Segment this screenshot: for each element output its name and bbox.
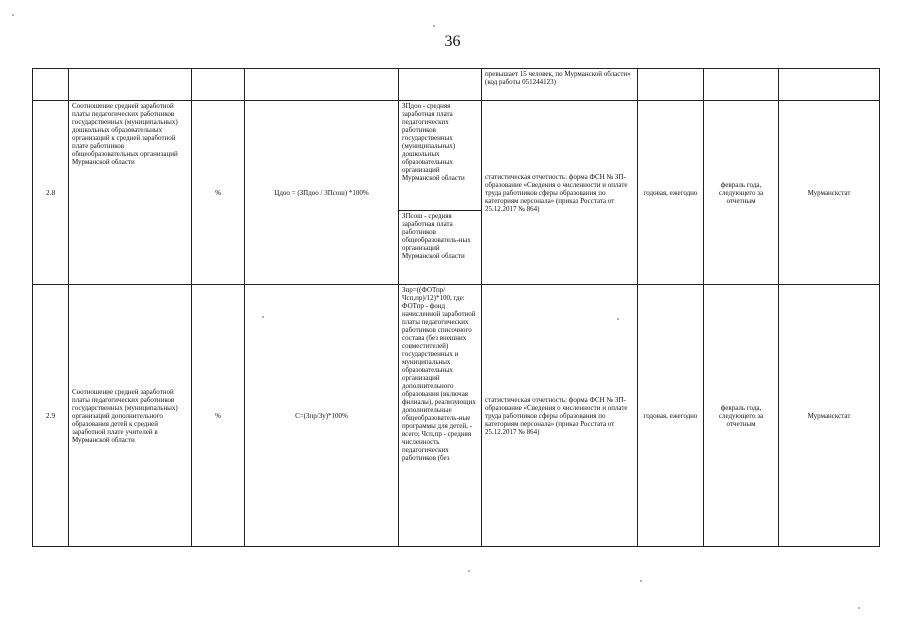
cell-responsible <box>779 69 880 101</box>
cell-variables <box>399 69 482 101</box>
cell-formula <box>245 69 399 101</box>
responsible-cell: Мурманскстат <box>779 285 880 547</box>
cell-periodicity <box>638 69 704 101</box>
indicators-table <box>32 68 880 547</box>
data-source: статистическая отчетность: форма ФСН № ЗП-образование «Сведения о численности и оплате труда работников сферы образования по категориям персонала» (приказ Росстата от 25.12.2017 № 864) <box>482 285 638 547</box>
scan-speck <box>262 316 264 318</box>
table-row <box>33 69 880 101</box>
variable-definition: ЗПсош - средняя заработная плата работников общеобразователь-ных организаций Мурманской области <box>399 211 482 285</box>
scan-speck <box>468 570 470 572</box>
table-row <box>33 101 880 211</box>
indicator-name: Соотношение средней заработной платы педагогических работников государственных (муниципальных) дошкольных образовательных организаций к средней заработной плате работников общеобразовательных организаций Мурманской области <box>69 101 192 285</box>
cell-indicator <box>69 69 192 101</box>
variable-definition: Зпр=((ФОТпр/Чсп,пр)/12)*100, где: ФОТпр - фонд начисленной заработной платы педагогических работников списочного состава (без внешних совместителей) государственных и муниципальных образовательных организаций дополнительного образования (включая филиалы), реализующих дополнительные общеобразователь-ные программы для детей, - всего; Чсп,пр - средняя численность педагогических работников (без <box>399 285 482 547</box>
formula-cell: Цдоо = (ЗПдоо / ЗПсош) *100% <box>245 101 399 285</box>
scan-speck <box>433 25 435 27</box>
row-number: 2.8 <box>33 101 69 285</box>
formula-cell: С=(Зпр/Зу)*100% <box>245 285 399 547</box>
scan-speck <box>12 14 14 16</box>
unit-cell: % <box>192 285 245 547</box>
table-row <box>33 285 880 547</box>
scan-speck <box>640 580 642 582</box>
scan-speck <box>617 318 619 320</box>
deadline-cell: февраль года, следующего за отчетным <box>704 101 779 285</box>
page-number: 36 <box>444 33 461 50</box>
cell-unit <box>192 69 245 101</box>
data-source: статистическая отчетность: форма ФСН № ЗП-образование «Сведения о численности и оплате труда работников сферы образования по категориям персонала» (приказ Росстата от 25.12.2017 № 864) <box>482 101 638 285</box>
indicator-name: Соотношение средней заработной платы педагогических работников государственных (муниципальных) организаций дополнительного образования детей к средней заработной плате учителей в Мурманской области <box>69 285 192 547</box>
deadline-cell: февраль года, следующего за отчетным <box>704 285 779 547</box>
cell-source: превышает 15 человек, по Мурманской области» (код работы 051244123) <box>482 69 638 101</box>
responsible-cell: Мурманскстат <box>779 101 880 285</box>
row-number: 2.9 <box>33 285 69 547</box>
periodicity-cell: годовая, ежегодно <box>638 101 704 285</box>
scan-speck <box>858 607 860 609</box>
cell-deadline <box>704 69 779 101</box>
periodicity-cell: годовая, ежегодно <box>638 285 704 547</box>
variable-definition: ЗПдоо - средняя заработная плата педагогических работников государственных (муниципальных) дошкольных образовательных организаций Мурманской области <box>399 101 482 211</box>
cell-num <box>33 69 69 101</box>
unit-cell: % <box>192 101 245 285</box>
